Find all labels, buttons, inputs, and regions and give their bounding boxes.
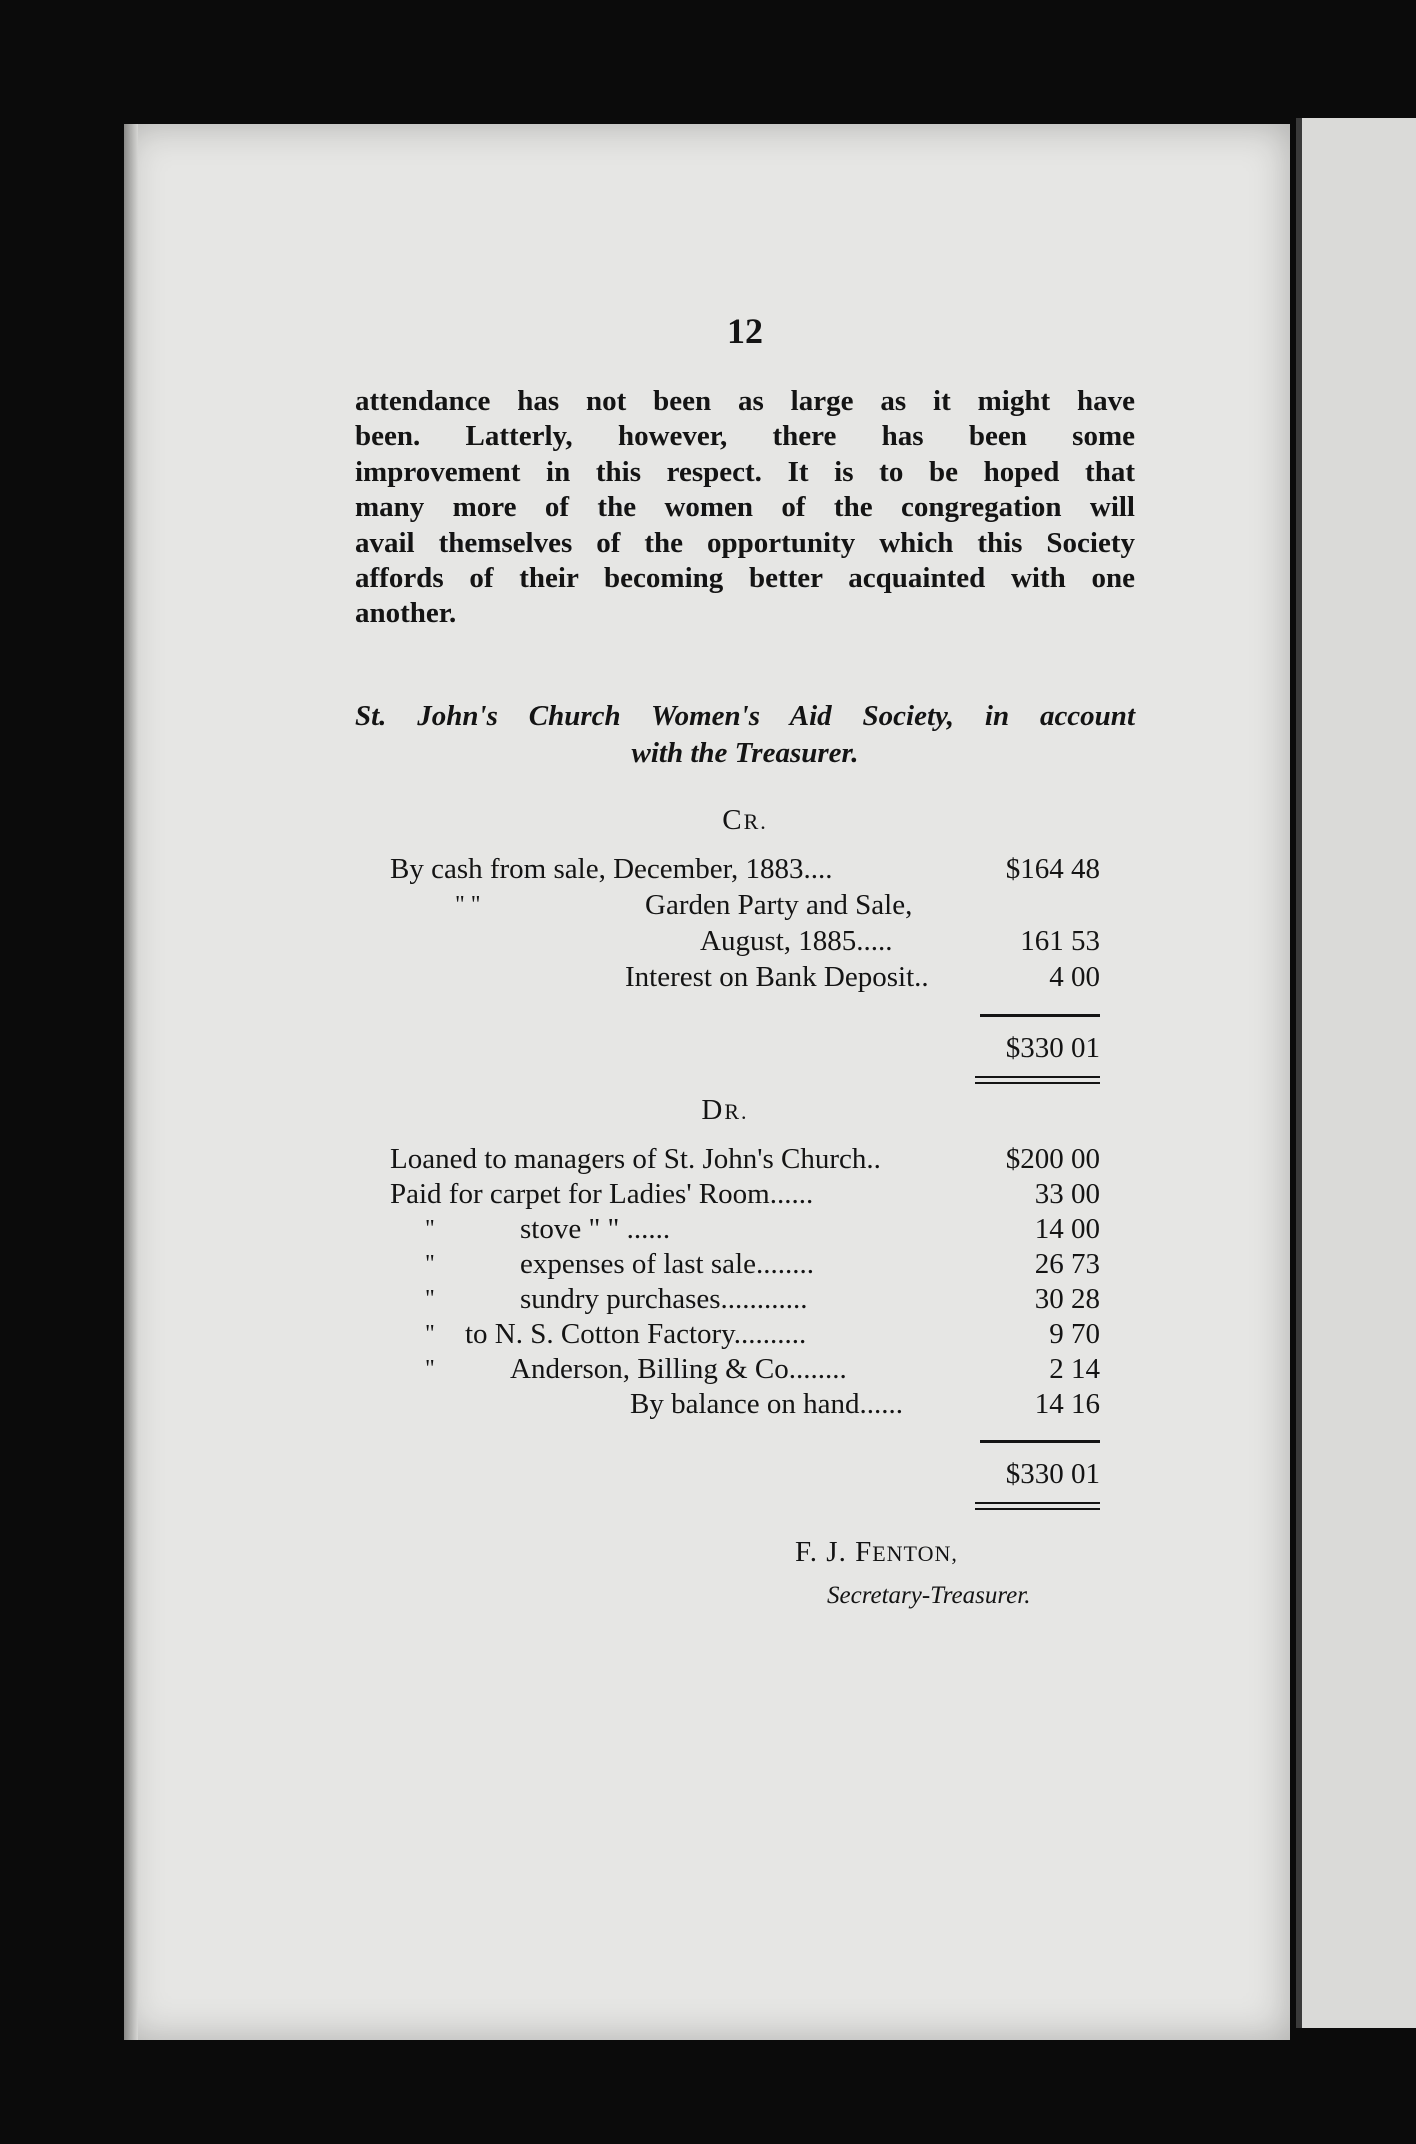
credit-label-initial: C	[722, 804, 744, 836]
debit-row-amount: 14 16	[1034, 1388, 1100, 1420]
ditto-mark: " "	[455, 892, 481, 918]
adjacent-page-edge	[1296, 118, 1416, 2028]
credit-label-rest: R.	[743, 809, 768, 834]
debit-row	[390, 1142, 1100, 1176]
debit-row-text: expenses of last sale........	[520, 1248, 814, 1280]
credit-total: $330 01	[1005, 1032, 1100, 1064]
debit-row	[390, 1352, 1100, 1386]
debit-row-text: By balance on hand......	[630, 1388, 904, 1420]
debit-row	[390, 1282, 1100, 1316]
debit-sum-rule	[980, 1440, 1100, 1443]
account-heading-line1: St. John's Church Women's Aid Society, in account	[355, 700, 1135, 732]
debit-row-text: to N. S. Cotton Factory..........	[465, 1318, 807, 1350]
ditto-mark: "	[425, 1321, 435, 1347]
credit-row-amount: $164 48	[1005, 853, 1100, 885]
page-number: 12	[727, 311, 763, 351]
debit-label-rest: R.	[724, 1099, 749, 1124]
debit-row	[390, 1247, 1100, 1281]
debit-double-rule-bottom	[975, 1508, 1100, 1510]
credit-row-text: August, 1885.....	[700, 925, 893, 957]
debit-row	[390, 1212, 1100, 1246]
credit-row-text: Garden Party and Sale,	[645, 889, 913, 921]
credit-row-amount: 4 00	[1049, 961, 1100, 993]
signature-name-rest: ENTON,	[872, 1541, 958, 1566]
ditto-mark: "	[425, 1251, 435, 1277]
paragraph-line: attendance has not been as large as it might have	[355, 385, 1135, 417]
debit-row	[390, 1317, 1100, 1351]
debit-row	[390, 1387, 1100, 1421]
debit-row-text: Anderson, Billing & Co........	[510, 1353, 847, 1385]
debit-row-amount: 2 14	[1049, 1353, 1100, 1385]
credit-row	[390, 924, 1100, 958]
credit-row-text: Interest on Bank Deposit..	[625, 961, 929, 993]
credit-sum-rule	[980, 1014, 1100, 1017]
debit-row-amount: $200 00	[1005, 1143, 1100, 1175]
debit-row-amount: 30 28	[1034, 1283, 1100, 1315]
signature-name-initials: F. J. F	[795, 1536, 873, 1568]
credit-label	[355, 804, 1135, 837]
ditto-mark: "	[425, 1216, 435, 1242]
credit-double-rule-bottom	[975, 1082, 1100, 1084]
signature-name	[795, 1536, 958, 1569]
debit-row-amount: 33 00	[1034, 1178, 1100, 1210]
debit-double-rule-top	[975, 1502, 1100, 1504]
debit-total: $330 01	[1005, 1458, 1100, 1490]
account-heading	[355, 698, 1135, 772]
paragraph-line: been. Latterly, however, there has been some	[355, 420, 1135, 453]
debit-row-text: Loaned to managers of St. John's Church..	[390, 1143, 881, 1175]
debit-label	[335, 1094, 1115, 1127]
debit-row-text: sundry purchases............	[520, 1283, 808, 1315]
debit-row-amount: 14 00	[1034, 1213, 1100, 1245]
paragraph-line: improvement in this respect. It is to be hoped that	[355, 455, 1135, 488]
debit-row-text: Paid for carpet for Ladies' Room......	[390, 1178, 814, 1210]
paragraph-line: affords of their becoming better acquainted with one	[355, 562, 1135, 595]
ditto-mark: "	[425, 1356, 435, 1382]
paragraph-line: many more of the women of the congregation will	[355, 491, 1135, 524]
body-paragraph	[355, 384, 1135, 632]
debit-row-text: stove " " ......	[520, 1213, 671, 1245]
debit-label-initial: D	[701, 1094, 725, 1126]
credit-row-amount: 161 53	[1020, 925, 1100, 957]
paragraph-line: another.	[355, 597, 457, 630]
credit-row	[390, 960, 1100, 994]
account-heading-line2: with the Treasurer.	[631, 737, 859, 769]
debit-row-amount: 9 70	[1049, 1318, 1100, 1350]
credit-row-text: By cash from sale, December, 1883....	[390, 853, 833, 885]
credit-row	[390, 888, 1100, 922]
signature-title: Secretary-Treasurer.	[827, 1582, 1031, 1609]
ditto-mark: "	[425, 1286, 435, 1312]
credit-double-rule-top	[975, 1076, 1100, 1078]
debit-row	[390, 1177, 1100, 1211]
paragraph-line: avail themselves of the opportunity which this Society	[355, 526, 1135, 559]
debit-row-amount: 26 73	[1034, 1248, 1100, 1280]
credit-row	[390, 852, 1100, 886]
